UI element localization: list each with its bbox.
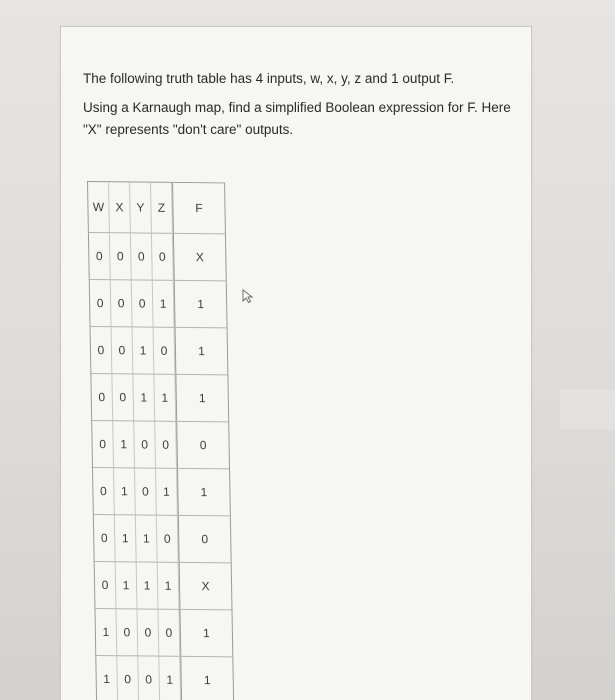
question-card xyxy=(60,26,532,700)
cell-f: 1 xyxy=(180,657,233,700)
cell-w: 0 xyxy=(95,562,117,608)
cell-y: 1 xyxy=(133,374,155,420)
table-row xyxy=(91,374,228,422)
table-row xyxy=(90,280,227,328)
cell-w: 0 xyxy=(90,280,112,326)
cell-y: 1 xyxy=(137,562,159,608)
cell-f: 0 xyxy=(176,422,229,469)
table-row xyxy=(89,233,226,281)
cell-x: 0 xyxy=(111,280,133,326)
cell-y: 0 xyxy=(131,233,153,279)
cell-z: 1 xyxy=(153,281,175,327)
mouse-pointer-icon xyxy=(241,288,257,304)
cell-f: 1 xyxy=(174,281,227,328)
cell-y: 1 xyxy=(136,515,158,561)
header-cell-z: Z xyxy=(151,183,173,233)
cell-w: 0 xyxy=(91,374,113,420)
cell-x: 1 xyxy=(113,421,135,467)
cell-y: 1 xyxy=(133,327,155,373)
cell-z: 0 xyxy=(154,328,176,374)
cell-f: 1 xyxy=(175,375,228,422)
header-cell-y: Y xyxy=(130,182,152,232)
cell-x: 0 xyxy=(112,374,134,420)
cell-w: 0 xyxy=(94,515,116,561)
cell-z: 0 xyxy=(152,234,174,280)
table-row xyxy=(96,656,233,700)
cell-f: 1 xyxy=(179,610,232,657)
cell-z: 0 xyxy=(158,610,180,656)
cell-z: 0 xyxy=(157,516,179,562)
cell-x: 1 xyxy=(115,515,137,561)
cell-f: X xyxy=(179,563,232,610)
cell-x: 1 xyxy=(114,468,136,514)
cell-y: 0 xyxy=(138,656,160,700)
cell-f: 1 xyxy=(177,469,230,516)
cell-w: 1 xyxy=(95,609,117,655)
cell-x: 0 xyxy=(117,656,139,700)
cell-y: 0 xyxy=(134,421,156,467)
truth-table xyxy=(87,181,234,700)
table-row xyxy=(95,609,232,657)
cell-z: 1 xyxy=(159,657,181,700)
cell-z: 1 xyxy=(156,469,178,515)
cell-x: 1 xyxy=(116,562,138,608)
cell-z: 1 xyxy=(154,375,176,421)
cell-f: 0 xyxy=(178,516,231,563)
cell-y: 0 xyxy=(132,280,154,326)
cell-z: 0 xyxy=(155,422,177,468)
cell-x: 0 xyxy=(116,609,138,655)
cell-y: 0 xyxy=(135,468,157,514)
header-cell-w: W xyxy=(88,182,110,232)
cell-f: 1 xyxy=(175,328,228,375)
header-cell-f: F xyxy=(172,183,225,234)
screen-glare xyxy=(560,390,615,430)
truth-table-header-row xyxy=(88,182,225,234)
cell-w: 1 xyxy=(96,656,118,700)
table-row xyxy=(94,515,231,563)
table-row xyxy=(95,562,232,610)
table-row xyxy=(93,468,230,516)
table-row xyxy=(92,421,229,469)
cell-w: 0 xyxy=(93,468,115,514)
table-row xyxy=(91,327,228,375)
cell-x: 0 xyxy=(110,233,132,279)
cell-w: 0 xyxy=(92,421,114,467)
question-intro-text: The following truth table has 4 inputs, w, x, y, z and 1 output F. xyxy=(83,71,455,86)
cell-w: 0 xyxy=(91,327,113,373)
cell-f: X xyxy=(173,234,226,281)
cell-y: 0 xyxy=(137,609,159,655)
cell-x: 0 xyxy=(112,327,134,373)
cell-z: 1 xyxy=(158,563,180,609)
question-instruction-text: Using a Karnaugh map, find a simplified Boolean expression for F. Here "X" represents "don't care" outputs. xyxy=(83,100,511,137)
cell-w: 0 xyxy=(89,233,111,279)
header-cell-x: X xyxy=(109,182,131,232)
